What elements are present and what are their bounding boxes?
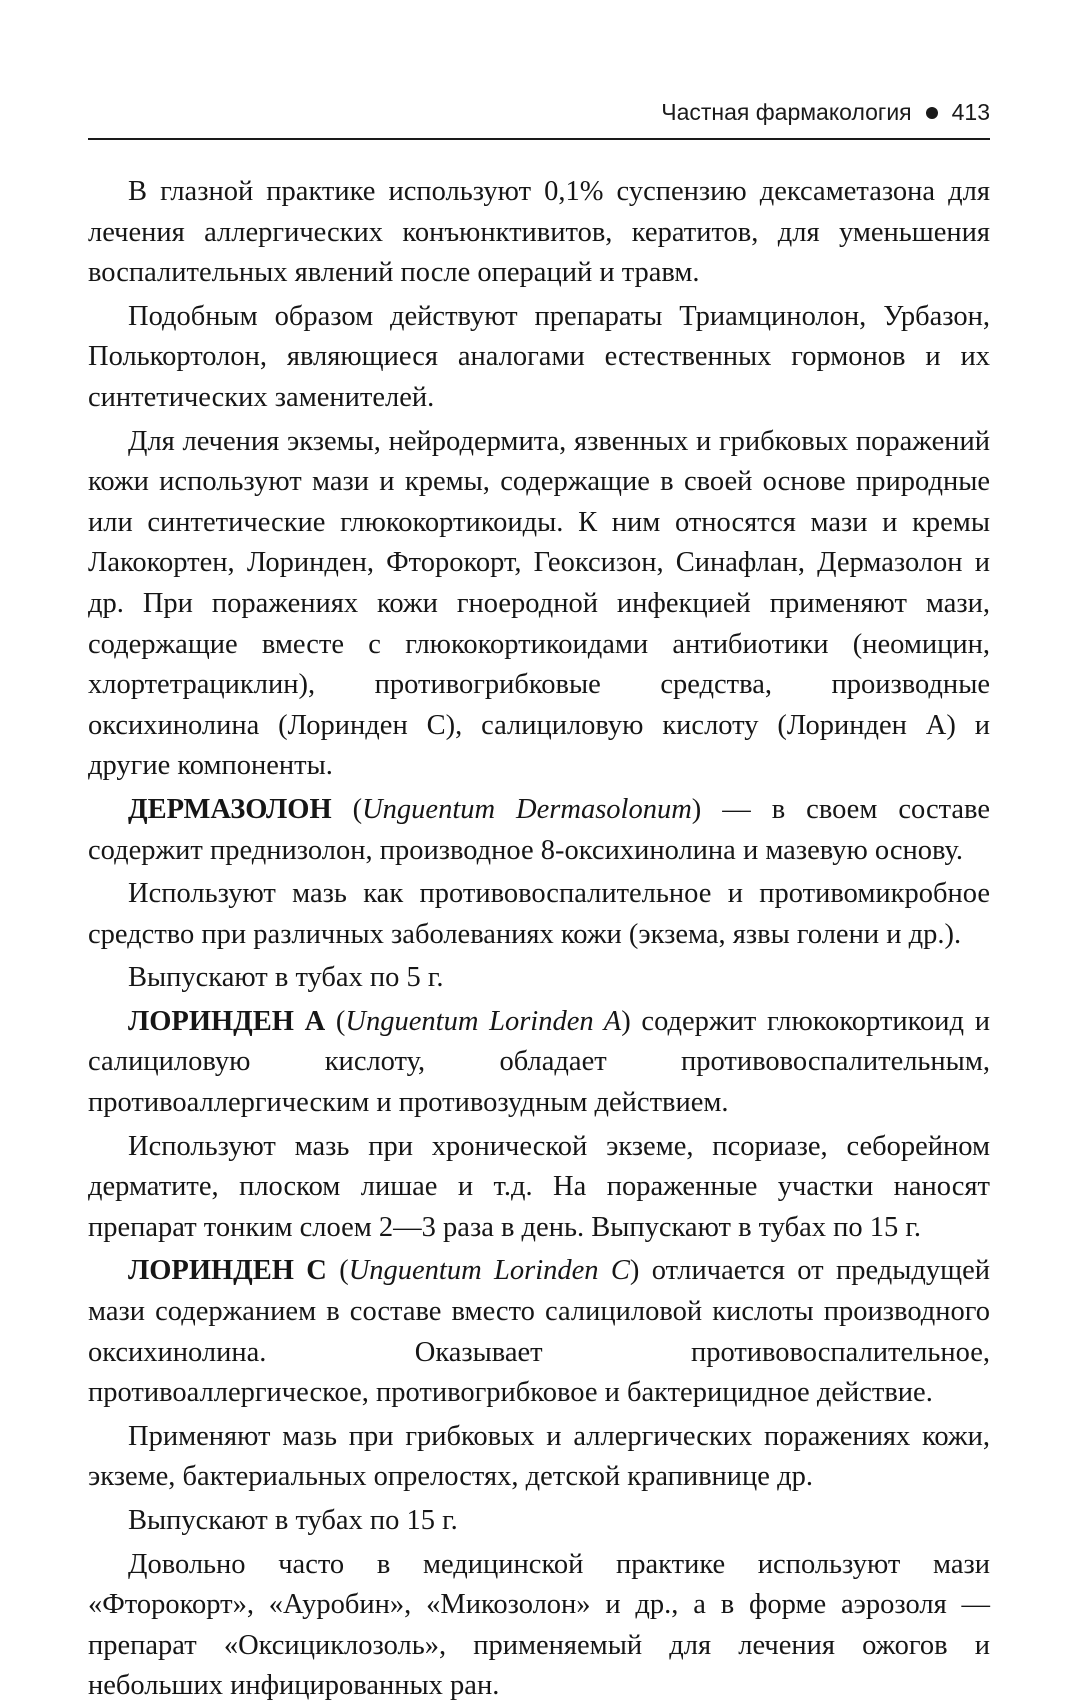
paragraph bbox=[88, 297, 990, 419]
page-body bbox=[88, 172, 990, 1707]
drug-entry-lorinden-c: ЛОРИНДЕН С (Unguentum Lorinden C) отличается от предыдущей мази содержанием в составе вместо салициловой кислоты производного оксихинолина. Оказывает противовоспалительное, противоаллергическое, противогрибковое и бактерицидное действие. bbox=[88, 1255, 990, 1409]
paragraph-text: Выпускают в тубах по 5 г. bbox=[128, 962, 444, 994]
drug-name: ЛОРИНДЕН С bbox=[128, 1255, 327, 1287]
drug-entry-lorinden-a: ЛОРИНДЕН А (Unguentum Lorinden A) содержит глюкокортикоид и салициловую кислоту, обладает противовоспалительным, противоаллергическим и противозудным действием. bbox=[88, 1005, 990, 1119]
paragraph bbox=[88, 874, 990, 955]
bullet-icon bbox=[926, 107, 938, 119]
paragraph bbox=[88, 1501, 990, 1542]
paragraph bbox=[88, 172, 990, 294]
paragraph bbox=[88, 1545, 990, 1707]
paragraph bbox=[88, 1127, 990, 1249]
paragraph-text: Используют мазь как противовоспалительное и противомикробное средство при различных заболеваниях кожи (экзема, язвы голени и др.). bbox=[88, 878, 990, 950]
paragraph-text: Для лечения экземы, нейродермита, язвенных и грибковых поражений кожи используют мази и кремы, содержащие в своей основе природные или синтетические глюкокортикоиды. К ним относятся мази и кремы Лакокортен, Лоринден, Фторокорт, Геоксизон, Синафлан, Дермазолон и др. При поражениях кожи гноеродной инфекцией применяют мази, содержащие вместе с глюкокортикоидами антибиотики (неомицин, хлортетрациклин), противогрибковые средства, производные оксихинолина (Лоринден С), салициловую кислоту (Лоринден А) и другие компоненты. bbox=[88, 425, 990, 782]
paragraph bbox=[88, 422, 990, 787]
paragraph-text: — в своем составе содержит преднизолон, производное 8-оксихинолина и мазевую основу. bbox=[88, 793, 990, 866]
latin-name: Unguentum Dermasolonum bbox=[362, 793, 692, 825]
section-title: Частная фармакология bbox=[661, 99, 912, 125]
paragraph-text: В глазной практике используют 0,1% суспензию дексаметазона для лечения аллергических конъюнктивитов, кератитов, для уменьшения воспалительных явлений после операций и травм. bbox=[88, 176, 990, 289]
drug-entry-dermazolon: ДЕРМАЗОЛОН (Unguentum Dermasolonum) — в своем составе содержит преднизолон, производное 8-оксихинолина и мазевую основу. bbox=[88, 793, 990, 866]
paragraph-text: Выпускают в тубах по 15 г. bbox=[128, 1505, 458, 1536]
page-number: 413 bbox=[951, 99, 990, 125]
latin-name: Unguentum Lorinden A bbox=[345, 1005, 622, 1037]
paragraph-text: Довольно часто в медицинской практике используют мази «Фторокорт», «Ауробин», «Микозолон» и др., а в форме аэрозоля — препарат «Оксициклозоль», применяемый для лечения ожогов и небольших инфицированных ран. bbox=[88, 1548, 990, 1702]
drug-name: ЛОРИНДЕН А bbox=[128, 1005, 326, 1037]
drug-name: ДЕРМАЗОЛОН bbox=[128, 793, 332, 825]
paragraph bbox=[88, 958, 990, 999]
paragraph bbox=[88, 1417, 990, 1498]
paragraph-text: отличается от предыдущей мази содержанием в составе вместо салициловой кислоты производного оксихинолина. Оказывает противовоспалительное, противоаллергическое, противогрибковое и бактерицидное действие. bbox=[88, 1255, 990, 1409]
paragraph-text: Используют мазь при хронической экземе, псориазе, себорейном дерматите, плоском лишае и т.д. На пораженные участки наносят препарат тонким слоем 2—3 раза в день. Выпускают в тубах по 15 г. bbox=[88, 1130, 990, 1243]
paragraph-text: Подобным образом действуют препараты Триамцинолон, Урбазон, Полькортолон, являющиеся аналогами естественных гормонов и их синтетических заменителей. bbox=[88, 300, 990, 413]
paragraph-text: содержит глюкокортикоид и салициловую кислоту, обладает противовоспалительным, противоаллергическим и противозудным действием. bbox=[88, 1005, 990, 1119]
paragraph-text: Применяют мазь при грибковых и аллергических поражениях кожи, экземе, бактериальных опрелостях, детской крапивнице др. bbox=[88, 1420, 990, 1493]
latin-name: Unguentum Lorinden C bbox=[348, 1255, 630, 1287]
running-head bbox=[88, 92, 990, 140]
